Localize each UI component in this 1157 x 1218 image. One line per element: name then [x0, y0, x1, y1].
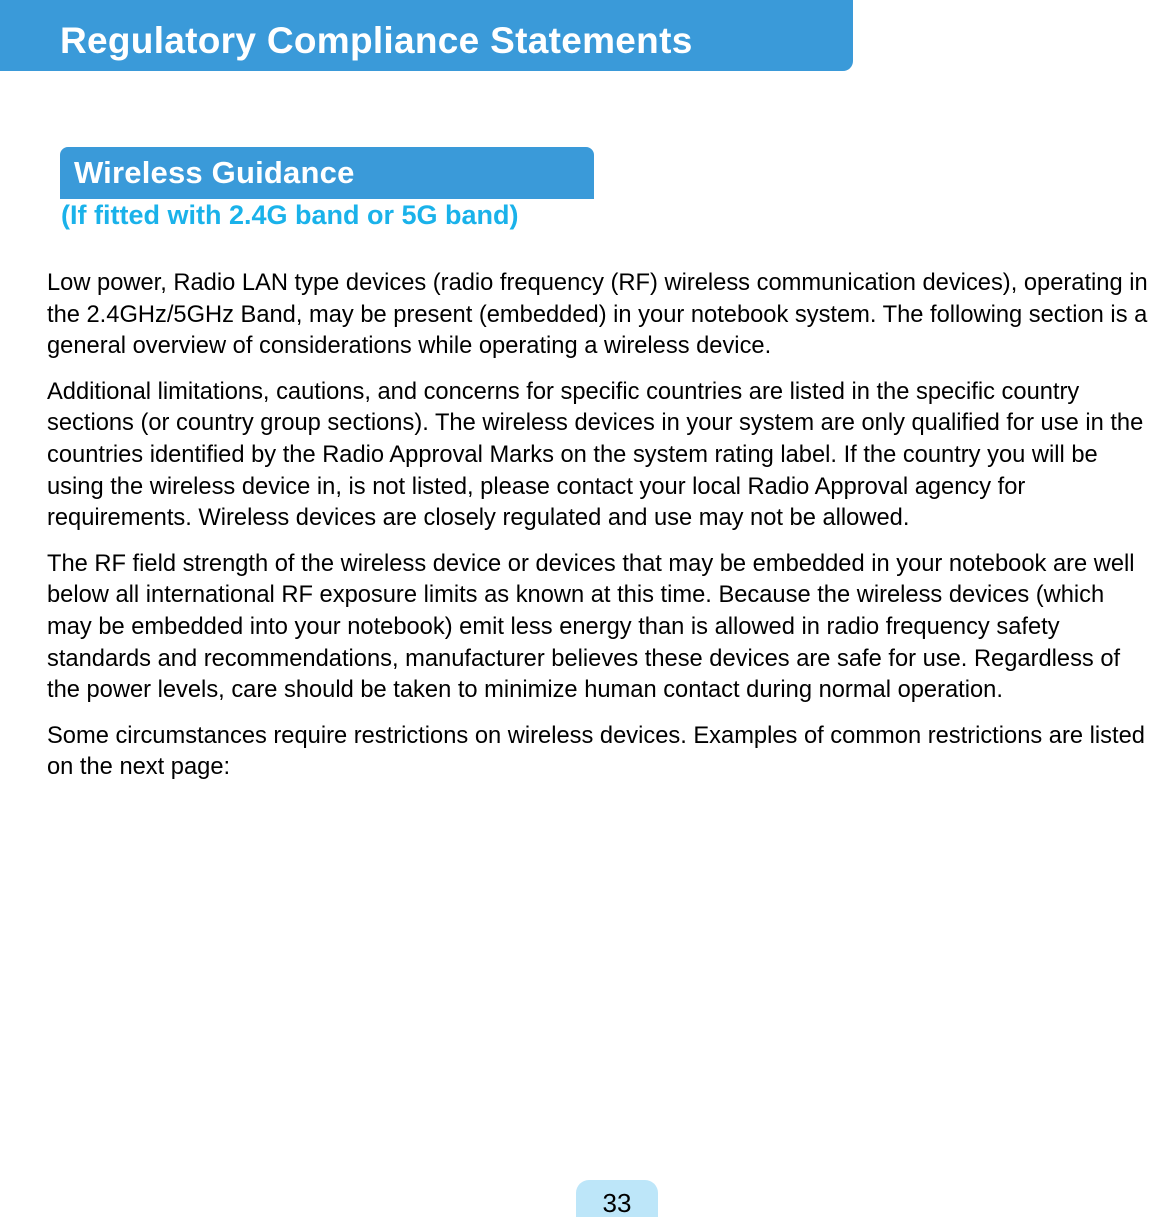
paragraph: Some circumstances require restrictions on wireless devices. Examples of common restrictions are listed on the next page: — [47, 722, 1145, 781]
page-number: 33 — [602, 1188, 632, 1218]
section-heading-bar — [60, 147, 594, 199]
paragraph: The RF field strength of the wireless device or devices that may be embedded in your notebook are well below all international RF exposure limits as known at this time. Because the wireless devices (which may be embedded into your notebook) emit less energy than is allowed in radio frequency safety standards and recommendations, manufacturer believes these devices are safe for use. Regardless of the power levels, care should be taken to minimize human contact during normal operation. — [47, 550, 1135, 704]
section-subheading: (If fitted with 2.4G band or 5G band) — [61, 200, 519, 230]
title-banner — [0, 0, 853, 71]
section-heading: Wireless Guidance — [74, 155, 355, 190]
paragraph: Low power, Radio LAN type devices (radio frequency (RF) wireless communication devices), operating in the 2.4GHz/5GHz Band, may be present (embedded) in your notebook system. The following section is a general overview of considerations while operating a wireless device. — [47, 270, 1148, 360]
page-number-tab — [576, 1180, 658, 1217]
body-content — [47, 268, 1155, 798]
page-title: Regulatory Compliance Statements — [60, 20, 693, 61]
paragraph: Additional limitations, cautions, and concerns for specific countries are listed in the specific country sections (or country group sections). The wireless devices in your system are only qualified for use in the countries identified by the Radio Approval Marks on the system rating label. If the country you will be using the wireless device in, is not listed, please contact your local Radio Approval agency for requirements. Wireless devices are closely regulated and use may not be allowed. — [47, 378, 1144, 532]
